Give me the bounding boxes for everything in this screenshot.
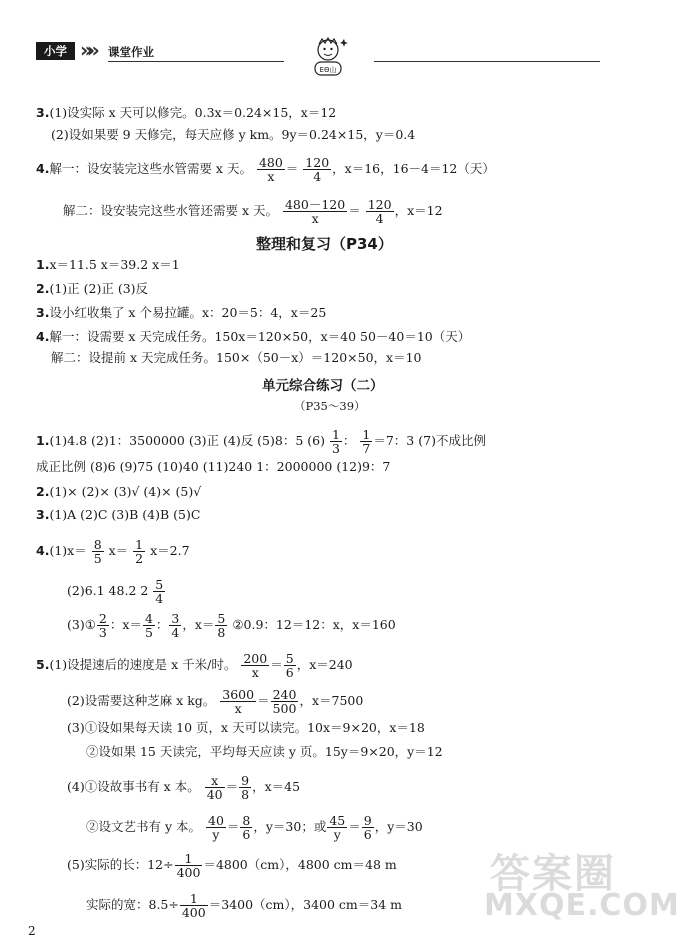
fraction: $\frac{3}{4}$ <box>171 611 180 640</box>
fraction: $\frac{120}{4}$ <box>305 155 330 184</box>
answer-text: 实际的宽：8.5÷ <box>86 897 179 912</box>
page-range: （P35～39） <box>294 399 366 413</box>
fraction: $\frac{8}{5}$ <box>93 537 102 566</box>
q-num: 3. <box>36 105 50 120</box>
fraction: $\frac{200}{x}$ <box>243 651 268 680</box>
answer-text: 解一：设安装完这些水管需要 x 天。 <box>49 161 252 176</box>
watermark <box>466 838 680 928</box>
answer-text: ，x＝240 <box>296 657 353 672</box>
answer-text: (1)正 (2)正 (3)反 <box>49 281 149 296</box>
q-num: 4. <box>36 543 50 558</box>
answer-text: (2)设需要这种芝麻 x kg。 <box>67 693 216 708</box>
fraction: $\frac{40}{y}$ <box>208 813 224 842</box>
q-num: 1. <box>36 257 50 272</box>
answer-text: (1)设提速后的速度是 x 千米/时。 <box>49 657 237 672</box>
fraction: $\frac{1}{7}$ <box>362 427 371 456</box>
answer-text: ，x＝45 <box>252 779 301 794</box>
answer-text: ，x＝7500 <box>299 693 364 708</box>
answer-line: (1)设实际 x 天可以修完。0.3x＝0.24×15，x＝12 <box>49 105 337 120</box>
answer-text: ，y＝30 <box>374 819 423 834</box>
fraction: $\frac{3600}{x}$ <box>222 687 255 716</box>
answer-text: (4)①设故事书有 x 本。 <box>67 779 200 794</box>
answer-text: x＝11.5 x＝39.2 x＝1 <box>49 257 180 272</box>
answer-text: (3)① <box>67 617 96 632</box>
fraction: $\frac{8}{6}$ <box>242 813 251 842</box>
answer-text: ＝3400（cm），3400 cm＝34 m <box>208 897 403 912</box>
answer-line: 成正比例 (8)6 (9)75 (10)40 (11)240 1：2000000 (12)9：7 <box>36 459 391 474</box>
watermark-logo: 答案圈 <box>490 851 616 897</box>
q-num: 2. <box>36 484 50 499</box>
answer-text: ②设文艺书有 y 本。 <box>86 819 202 834</box>
q-num: 5. <box>36 657 50 672</box>
answer-text: (1)4.8 (2)1：3500000 (3)正 (4)反 (5)8：5 (6) <box>49 433 325 448</box>
fraction: $\frac{x}{40}$ <box>206 773 223 802</box>
fraction: $\frac{45}{y}$ <box>329 813 346 842</box>
fraction: $\frac{5}{6}$ <box>285 651 294 680</box>
page-number: 2 <box>28 924 36 938</box>
fraction: $\frac{9}{8}$ <box>241 773 250 802</box>
q-num: 1. <box>36 433 50 448</box>
answer-text: ②0.9：12＝12：x，x＝160 <box>228 617 396 632</box>
fraction: $\frac{1}{400}$ <box>176 851 201 880</box>
header-label: 课堂作业 <box>108 45 154 59</box>
mascot-label: ΕΘ山 <box>319 66 337 74</box>
answer-text: ，x＝16，16－4＝12（天） <box>332 161 495 176</box>
answer-text: 解一：设需要 x 天完成任务。150x＝120×50，x＝40 50－40＝10（天） <box>49 329 471 344</box>
answer-line: (3)①设如果每天读 10 页，x 天可以读完。10x＝9×20，x＝18 <box>67 720 425 735</box>
header-divider-right <box>374 61 600 62</box>
answer-line: (2)设如果要 9 天修完，每天应修 y km。9y＝0.24×15，y＝0.4 <box>51 127 416 142</box>
fraction: $\frac{9}{6}$ <box>363 813 372 842</box>
header-badge: 小学 <box>36 42 75 60</box>
answer-text: 设小红收集了 x 个易拉罐。x：20＝5：4，x＝25 <box>49 305 327 320</box>
q-num: 2. <box>36 281 50 296</box>
fraction: $\frac{1}{400}$ <box>181 891 206 920</box>
answer-text: ＝4800（cm），4800 cm＝48 m <box>203 857 397 872</box>
mascot-icon <box>304 36 352 80</box>
answer-line: ②设如果 15 天读完，平均每天应读 y 页。15y＝9×20，y＝12 <box>86 744 443 759</box>
watermark-url: MXQE.COM <box>484 888 680 923</box>
fraction: $\frac{5}{4}$ <box>155 577 164 606</box>
answer-text: (2)6.1 48.2 2 <box>67 583 153 598</box>
fraction: $\frac{5}{8}$ <box>217 611 226 640</box>
q-num: 3. <box>36 507 50 522</box>
answer-text: (1)A (2)C (3)B (4)B (5)C <box>49 507 201 522</box>
fraction: $\frac{1}{3}$ <box>331 427 340 456</box>
fraction: $\frac{480}{x}$ <box>258 155 283 184</box>
q-num: 4. <box>36 329 50 344</box>
header-divider-left <box>108 61 284 62</box>
answer-text: (1)× (2)× (3)√ (4)× (5)√ <box>49 484 202 499</box>
fraction: $\frac{2}{3}$ <box>98 611 107 640</box>
fraction: $\frac{4}{5}$ <box>144 611 153 640</box>
answer-text: x＝2.7 <box>146 543 190 558</box>
answer-text: ＝7：3 (7)不成比例 <box>373 433 486 448</box>
q-num: 3. <box>36 305 50 320</box>
answer-text: 解二：设安装完这些水管还需要 x 天。 <box>63 203 278 218</box>
answer-text: (1)x＝ <box>49 543 87 558</box>
answer-text: ，x＝12 <box>394 203 443 218</box>
fraction: $\frac{240}{500}$ <box>272 687 297 716</box>
section-title: 整理和复习（P34） <box>256 235 393 253</box>
fraction: $\frac{480-120}{x}$ <box>284 197 346 226</box>
answer-line: 解二：设提前 x 天完成任务。150×（50－x）＝120×50，x＝10 <box>51 350 422 365</box>
chevron-icon: »» <box>80 38 94 62</box>
answer-text: (5)实际的长：12÷ <box>67 857 174 872</box>
fraction: $\frac{1}{2}$ <box>135 537 144 566</box>
fraction: $\frac{120}{4}$ <box>367 197 392 226</box>
q-num: 4. <box>36 161 50 176</box>
section-title: 单元综合练习（二） <box>262 378 384 394</box>
